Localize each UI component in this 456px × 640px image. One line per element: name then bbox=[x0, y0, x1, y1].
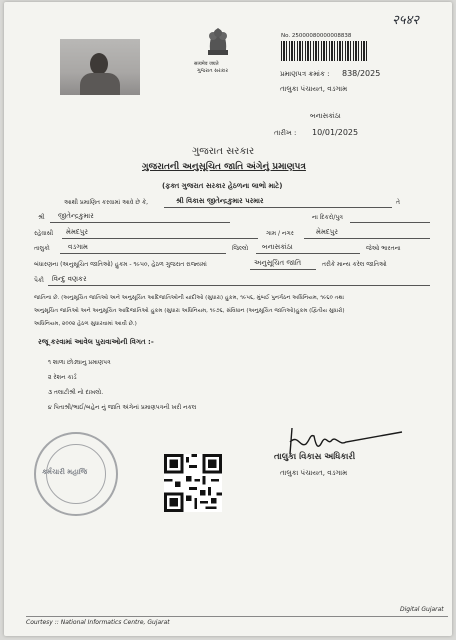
date-label: તારીખ : bbox=[274, 129, 297, 137]
issuing-office: તાલુકા પંચાયત, વડગામ bbox=[280, 85, 348, 93]
qr-code bbox=[164, 454, 222, 512]
line5-text: બંધારણના (અનુસૂચિત જાતિઓ) હુકમ - ૧૯૫૦, હેઠળ ગુજરાત રાજ્યમાં bbox=[34, 261, 207, 268]
footer-courtesy: Courtesy :: National Informatics Centre, Gujarat bbox=[26, 619, 170, 626]
seal-text: કર્મચારી મહાજિ bbox=[42, 468, 88, 476]
footer-divider bbox=[26, 616, 448, 617]
line6-prefix: પૈકી bbox=[34, 277, 44, 284]
line2-prefix: શ્રી bbox=[38, 214, 45, 221]
document-item: ૧ શાળા છોડ્યાનુ પ્રમાણપત્ર bbox=[48, 359, 111, 366]
line4-suffix: જેઓ ભારતના bbox=[366, 245, 401, 252]
taluka-value: વડગામ bbox=[68, 243, 88, 251]
barcode-number: No. 25000080000008838 bbox=[281, 33, 352, 39]
handwritten-serial: २५४२ bbox=[392, 13, 420, 28]
national-emblem-icon bbox=[196, 24, 240, 60]
caste-name: વિન્દુ વણકર bbox=[52, 275, 87, 283]
official-seal bbox=[34, 432, 118, 516]
relation-label: ના દિકરો/પુત્ર bbox=[312, 214, 344, 221]
issue-date: 10/01/2025 bbox=[312, 128, 359, 137]
emblem-caption-1: सत्यमेव जयते bbox=[194, 61, 219, 67]
documents-heading: રજૂ કરવામાં આવેલ પુરાવાઓની વિગત :- bbox=[38, 338, 154, 346]
certificate-number-label: પ્રમાણપત્ર ક્રમાંક : bbox=[280, 70, 330, 78]
barcode bbox=[281, 41, 367, 61]
district: બનાસકાંઠા bbox=[310, 112, 341, 120]
line5-suffix: તરીકે માન્ય કરેલ જાતિઓ bbox=[322, 261, 387, 268]
resident-label: રહેવાસી bbox=[34, 230, 54, 237]
district-value: બનાસકાંઠા bbox=[262, 243, 293, 251]
village-label: ગામ / નગર bbox=[266, 230, 294, 237]
caste-category: અનુસૂચિત જાતિ bbox=[254, 259, 302, 267]
holder-full-name: શ્રી વિકાસ જીતેન્દ્રકુમાર પરમાર bbox=[176, 197, 264, 205]
document-item: ૨ રેશન કાર્ડ bbox=[48, 374, 77, 381]
para-line-2: અનુસૂચિત જાતિઓ અને અનુસૂચિત આદિજાતિઓ હુકમ (સુધારા અધિનિયમ, ૧૯૭૬, સંવિધાન (અનુસૂચિત જાતિઓ)હુકમ (દ્વિતીય સુધારો) bbox=[34, 308, 345, 314]
applicant-photo bbox=[60, 39, 140, 95]
line1-prefix: આથી પ્રમાણિત કરવામાં આવે છે કે, bbox=[64, 199, 149, 206]
village-value: મેમદપુર bbox=[316, 228, 338, 236]
document-item: ૪ પિતાશ્રી/ભાઈ/બહેન નું જાતિ અંગેનાં પ્રમાણપત્રની ખરી નકલ bbox=[48, 404, 197, 411]
taluka-label: તાલુકો bbox=[34, 245, 50, 252]
certificate-subtitle: (ફક્ત ગુજરાત સરકાર હેઠળના લાભો માટે) bbox=[162, 182, 283, 190]
document-item: ૩ તલાટીશ્રી નો દાખલો. bbox=[48, 389, 104, 396]
signatory-office: તાલુકા પંચાયત, વડગામ bbox=[280, 469, 348, 477]
para-line-1: જાતિના છે. (અનુસૂચિત જાતિઓ અને અનુસૂચિત આદિજાતિઓની યાદીઓ (સુધારા) હુકમ, ૧૯૫૬, મુંબઈ પુનર્ગઠન અધિનિયમ, ૧૯૬૦ તથા bbox=[34, 295, 345, 301]
certificate-number: 838/2025 bbox=[342, 69, 381, 78]
district-label: જિલ્લો bbox=[232, 245, 249, 252]
resident-village: મેમદપુર bbox=[66, 228, 88, 236]
line1-suffix: તે bbox=[396, 199, 400, 206]
emblem-caption-2: ગુજરાત સરકાર bbox=[197, 68, 229, 74]
signatory-title: તાલુકા વિકાસ અધિકારી bbox=[274, 452, 356, 462]
footer-digital-gujarat: Digital Gujarat bbox=[400, 606, 444, 613]
govt-heading: ગુજરાત સરકાર bbox=[192, 146, 255, 157]
certificate-title: ગુજરાતની અનુસૂચિત જાતિ અંગેનું પ્રમાણપત્ર bbox=[142, 162, 306, 172]
para-line-3: અધિનિયમ, ૨૦૦૨ હેઠળ સુધારવામાં આવી છે.) bbox=[34, 321, 137, 327]
father-name: જીતેન્દ્રકુમાર bbox=[58, 212, 94, 220]
certificate-page bbox=[4, 2, 452, 636]
